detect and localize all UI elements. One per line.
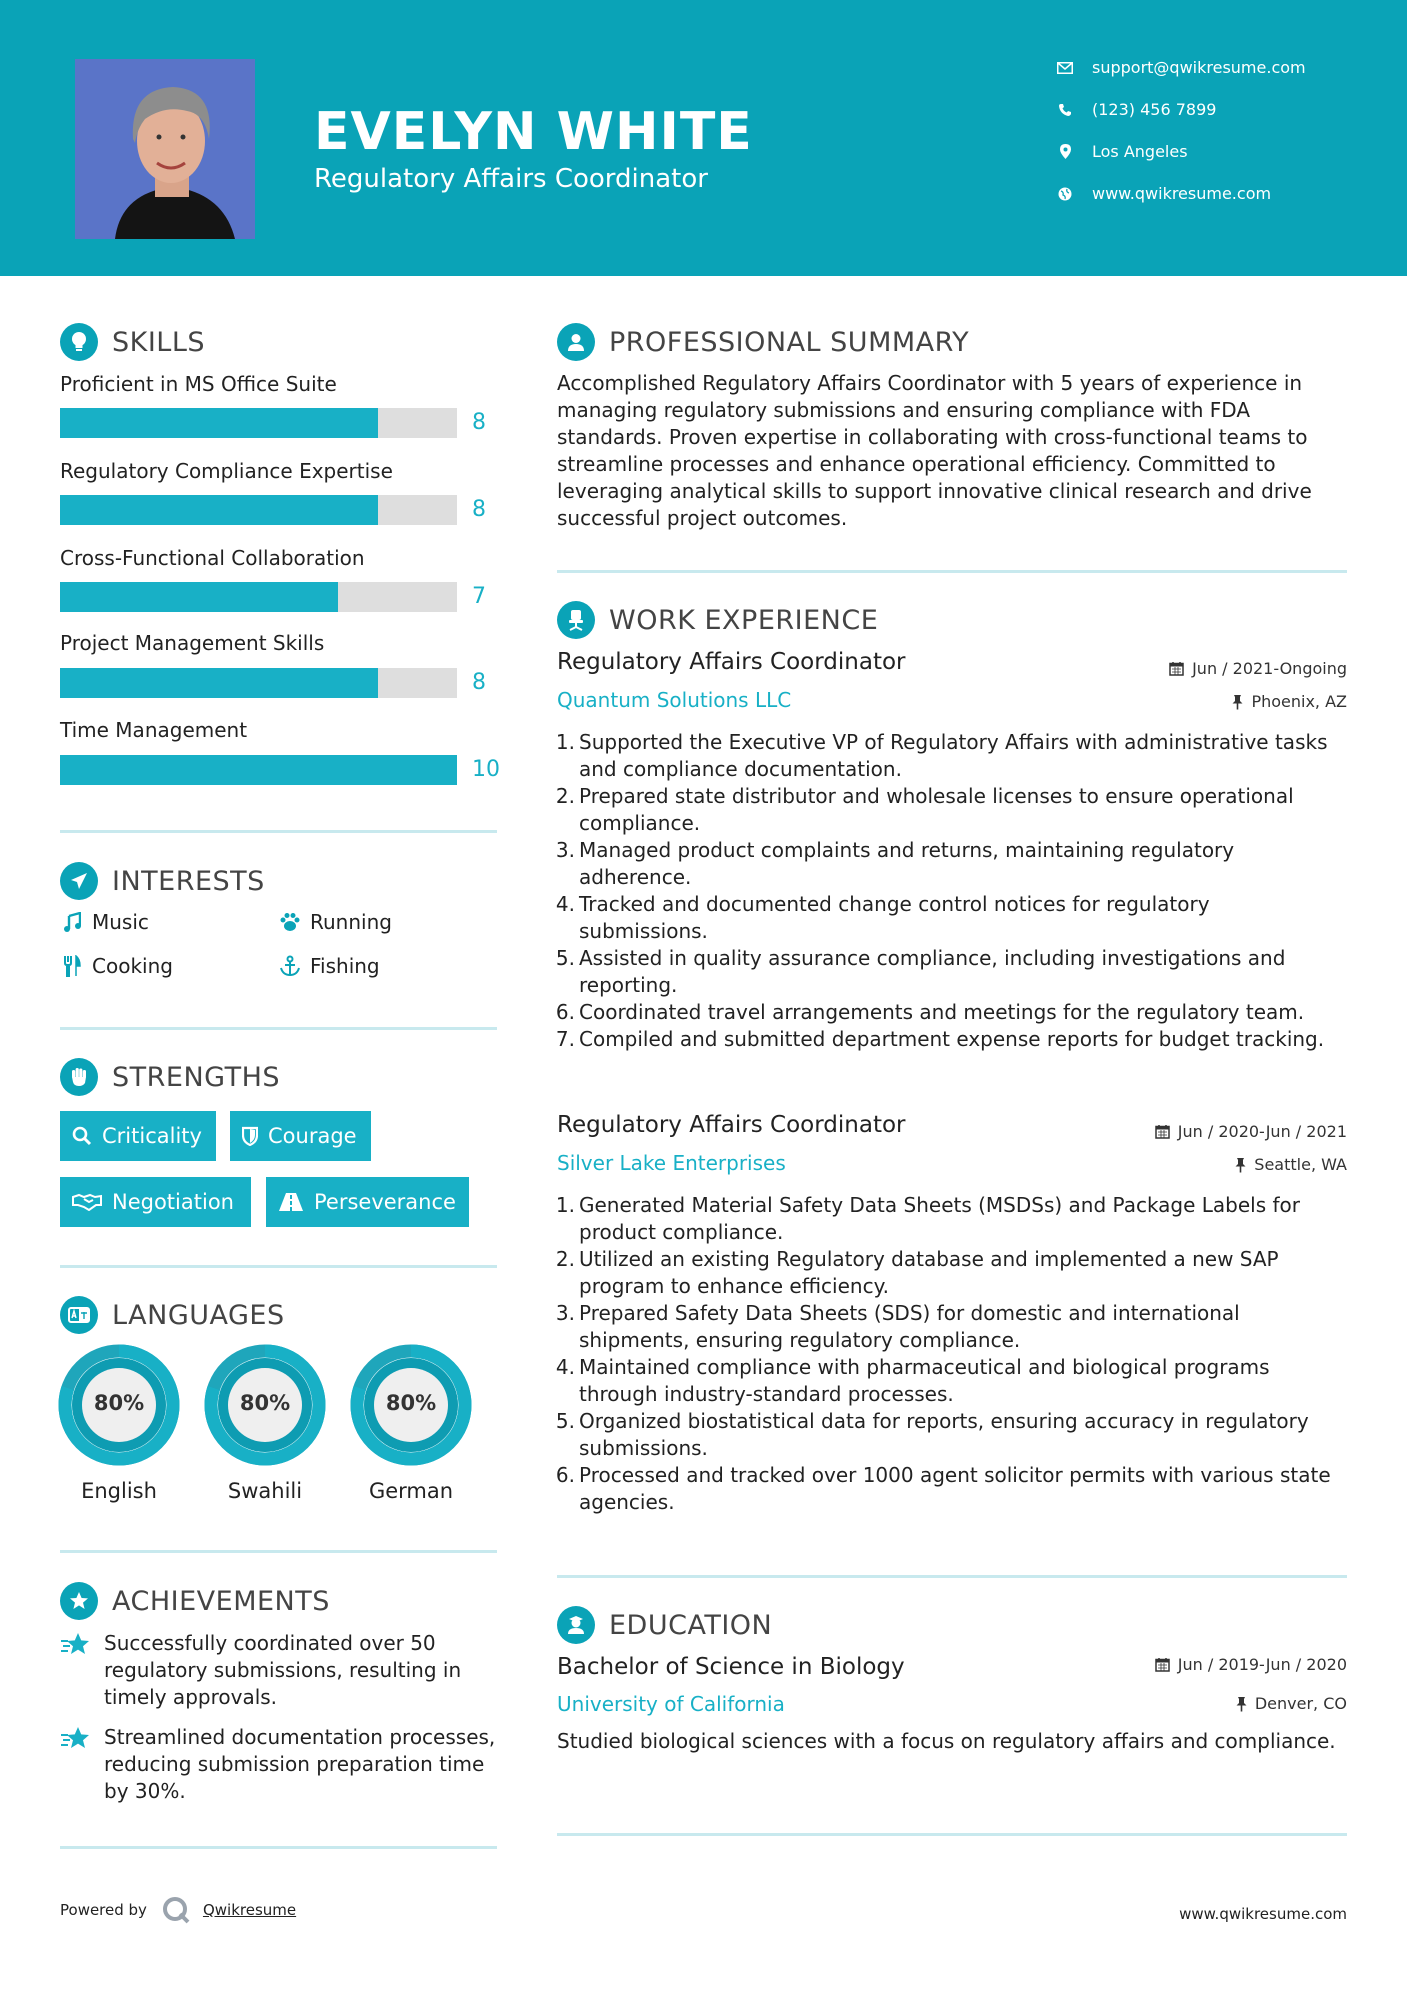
job-duties <box>553 729 1343 1053</box>
strength-badge <box>266 1177 469 1227</box>
duty-text: Processed and tracked over 1000 agent solicitor permits with various state agencies. <box>579 1463 1331 1514</box>
skill-bar <box>60 408 457 438</box>
list-item: 1. Supported the Executive VP of Regulatory Affairs with administrative tasks and compliance documentation. <box>553 729 1343 783</box>
strengths-heading <box>60 1058 280 1096</box>
pushpin-icon <box>1235 1157 1246 1173</box>
achievement-item <box>60 1724 500 1805</box>
handshake-icon <box>72 1193 102 1211</box>
skills-heading <box>60 323 205 361</box>
degree-title: Bachelor of Science in Biology <box>557 1654 905 1680</box>
skill-label: Proficient in MS Office Suite <box>60 372 337 396</box>
list-item: 3. Prepared Safety Data Sheets (SDS) for domestic and international shipments, ensuring regulatory compliance. <box>553 1300 1343 1354</box>
music-note-icon <box>60 912 84 932</box>
achievements-heading <box>60 1582 330 1620</box>
contact-location-text: Los Angeles <box>1092 142 1188 161</box>
calendar-icon <box>1155 1657 1170 1672</box>
shield-icon <box>242 1126 258 1146</box>
summary-text: Accomplished Regulatory Affairs Coordinator with 5 years of experience in managing regulatory submissions and ensuring compliance with FDA standards. Proven expertise in collaborating with cross-functional teams to streamline processes and enhance operational efficiency. Committed to leveraging analytical skills to support innovative clinical research and drive successful project outcomes. <box>557 371 1312 530</box>
qwikresume-logo-icon <box>161 1895 191 1925</box>
summary-title: PROFESSIONAL SUMMARY <box>609 326 970 358</box>
search-icon <box>72 1126 92 1146</box>
education-dates-text: Jun / 2019-Jun / 2020 <box>1177 1655 1347 1674</box>
contact-phone-text: (123) 456 7899 <box>1092 100 1217 119</box>
achievement-text: Successfully coordinated over 50 regulatory submissions, resulting in timely approvals. <box>104 1631 462 1709</box>
skill-bar-fill <box>60 495 378 525</box>
anchor-icon <box>278 955 302 977</box>
footer-powered-by <box>60 1895 296 1925</box>
strength-label: Courage <box>268 1124 357 1148</box>
contact-phone[interactable] <box>1050 100 1216 119</box>
language-gauge <box>350 1344 472 1466</box>
education-heading <box>557 1606 772 1644</box>
list-item: 4. Maintained compliance with pharmaceutical and biological programs through industry-standard processes. <box>553 1354 1343 1408</box>
duty-text: Coordinated travel arrangements and meetings for the regulatory team. <box>579 1000 1305 1024</box>
skill-value: 10 <box>472 757 500 782</box>
strength-label: Negotiation <box>112 1190 234 1214</box>
language-label: German <box>368 1479 454 1503</box>
summary-heading <box>557 323 969 361</box>
powered-by-label: Powered by <box>60 1901 147 1919</box>
job-duties <box>553 1192 1343 1516</box>
duty-text: Maintained compliance with pharmaceutical and biological programs through industry-standard processes. <box>579 1355 1270 1406</box>
utensils-icon <box>60 955 84 977</box>
job-dates <box>1169 659 1347 678</box>
skill-bar <box>60 495 457 525</box>
company-name: Silver Lake Enterprises <box>557 1151 786 1175</box>
language-percent: 80% <box>93 1391 145 1415</box>
globe-icon <box>1050 187 1080 201</box>
languages-heading <box>60 1296 285 1334</box>
section-divider <box>557 570 1347 573</box>
section-divider <box>60 1550 497 1553</box>
interest-label: Music <box>92 910 149 934</box>
skill-label: Project Management Skills <box>60 631 325 655</box>
education-description: Studied biological sciences with a focus on regulatory affairs and compliance. <box>557 1729 1336 1753</box>
skill-bar-fill <box>60 668 378 698</box>
interests-heading <box>60 862 265 900</box>
pushpin-icon <box>1232 694 1243 710</box>
star-icon <box>60 1724 94 1805</box>
star-badge-icon <box>60 1582 98 1620</box>
skill-bar <box>60 668 457 698</box>
contact-location <box>1050 142 1188 161</box>
list-item: 3. Managed product complaints and returns, maintaining regulatory adherence. <box>553 837 1343 891</box>
duty-text: Supported the Executive VP of Regulatory Affairs with administrative tasks and compliance documentation. <box>579 730 1328 781</box>
skill-label: Cross-Functional Collaboration <box>60 546 365 570</box>
user-icon <box>557 323 595 361</box>
resume-header <box>0 0 1407 276</box>
fist-icon <box>60 1058 98 1096</box>
pushpin-icon <box>1236 1696 1247 1712</box>
language-label: English <box>81 1479 157 1503</box>
candidate-title: Regulatory Affairs Coordinator <box>314 164 708 194</box>
office-chair-icon <box>557 601 595 639</box>
candidate-name: EVELYN WHITE <box>314 102 753 162</box>
list-item: 7. Compiled and submitted department expense reports for budget tracking. <box>555 1027 1325 1051</box>
strengths-title: STRENGTHS <box>112 1061 281 1093</box>
list-item: 4. Tracked and documented change control notices for regulatory submissions. <box>553 891 1343 945</box>
job-location-text: Phoenix, AZ <box>1251 692 1347 711</box>
education-dates <box>1155 1655 1347 1674</box>
calendar-icon <box>1155 1124 1170 1139</box>
list-item: 5. Organized biostatistical data for reports, ensuring accuracy in regulatory submissions. <box>553 1408 1343 1462</box>
strength-badge <box>60 1177 251 1227</box>
strength-badge <box>230 1111 371 1161</box>
education-location <box>1236 1694 1347 1713</box>
envelope-icon <box>1050 62 1080 74</box>
skills-title: SKILLS <box>112 326 206 358</box>
list-item: 2. Prepared state distributor and wholesale licenses to ensure operational compliance. <box>553 783 1343 837</box>
section-divider <box>60 830 497 833</box>
interest-item <box>60 954 173 978</box>
job-location <box>1232 692 1347 711</box>
languages-title: LANGUAGES <box>112 1299 285 1331</box>
job-dates-text: Jun / 2021-Ongoing <box>1192 659 1347 678</box>
education-location-text: Denver, CO <box>1254 1694 1347 1713</box>
achievements-title: ACHIEVEMENTS <box>112 1585 330 1617</box>
star-icon <box>60 1630 94 1711</box>
list-item: 5. Assisted in quality assurance compliance, including investigations and reporting. <box>553 945 1343 999</box>
skill-bar <box>60 755 457 785</box>
graduate-icon <box>557 1606 595 1644</box>
education-title: EDUCATION <box>609 1609 773 1641</box>
duty-text: Managed product complaints and returns, maintaining regulatory adherence. <box>579 838 1235 889</box>
duty-text: Prepared Safety Data Sheets (SDS) for domestic and international shipments, ensuring regulatory compliance. <box>579 1301 1240 1352</box>
interest-item <box>278 910 392 934</box>
interest-item <box>278 954 380 978</box>
interest-item <box>60 910 149 934</box>
road-icon <box>278 1192 304 1212</box>
contact-email-text: support@qwikresume.com <box>1092 58 1306 77</box>
skill-value: 7 <box>472 584 486 609</box>
calendar-icon <box>1169 661 1184 676</box>
location-pin-icon <box>1050 144 1080 159</box>
interests-title: INTERESTS <box>112 865 265 897</box>
language-gauge <box>58 1344 180 1466</box>
list-item: 6. Coordinated travel arrangements and meetings for the regulatory team. <box>555 1000 1305 1024</box>
interest-label: Cooking <box>92 954 173 978</box>
lightbulb-icon <box>60 323 98 361</box>
skill-value: 8 <box>472 497 486 522</box>
company-name: Quantum Solutions LLC <box>557 688 792 712</box>
duty-text: Utilized an existing Regulatory database and implemented a new SAP program to enhance efficiency. <box>579 1247 1279 1298</box>
section-divider <box>60 1846 497 1849</box>
job-location <box>1235 1155 1347 1174</box>
contact-email[interactable] <box>1050 58 1306 77</box>
strength-label: Criticality <box>102 1124 202 1148</box>
job-title: Regulatory Affairs Coordinator <box>557 649 906 675</box>
language-percent: 80% <box>239 1391 291 1415</box>
qwikresume-link[interactable]: Qwikresume <box>202 1901 297 1919</box>
profile-photo <box>75 59 255 239</box>
skill-label: Regulatory Compliance Expertise <box>60 459 393 483</box>
job-dates <box>1155 1122 1347 1141</box>
language-label: Swahili <box>227 1479 303 1503</box>
duty-text: Generated Material Safety Data Sheets (MSDSs) and Package Labels for product compliance. <box>579 1193 1301 1244</box>
contact-website-text: www.qwikresume.com <box>1092 184 1272 203</box>
language-percent: 80% <box>385 1391 437 1415</box>
skill-bar <box>60 582 457 612</box>
duty-text: Compiled and submitted department expense reports for budget tracking. <box>579 1027 1325 1051</box>
job-location-text: Seattle, WA <box>1254 1155 1347 1174</box>
duty-text: Organized biostatistical data for reports, ensuring accuracy in regulatory submissions. <box>579 1409 1309 1460</box>
paper-plane-icon <box>60 862 98 900</box>
experience-title: WORK EXPERIENCE <box>609 604 879 636</box>
skill-label: Time Management <box>60 718 248 742</box>
interest-label: Running <box>310 910 392 934</box>
duty-text: Prepared state distributor and wholesale licenses to ensure operational compliance. <box>579 784 1294 835</box>
contact-website[interactable] <box>1050 184 1271 203</box>
language-gauge <box>204 1344 326 1466</box>
school-name: University of California <box>557 1692 785 1716</box>
achievement-item <box>60 1630 500 1711</box>
footer-url[interactable]: www.qwikresume.com <box>1179 1905 1347 1923</box>
strength-label: Perseverance <box>314 1190 456 1214</box>
job-title: Regulatory Affairs Coordinator <box>557 1112 906 1138</box>
experience-heading <box>557 601 878 639</box>
duty-text: Tracked and documented change control notices for regulatory submissions. <box>579 892 1210 943</box>
skill-value: 8 <box>472 670 486 695</box>
interest-label: Fishing <box>310 954 380 978</box>
language-icon <box>60 1296 98 1334</box>
strength-badge <box>60 1111 216 1161</box>
phone-icon <box>1050 103 1080 117</box>
skill-bar-fill <box>60 408 378 438</box>
skill-value: 8 <box>472 410 486 435</box>
section-divider <box>60 1265 497 1268</box>
job-dates-text: Jun / 2020-Jun / 2021 <box>1177 1122 1347 1141</box>
skill-bar-fill <box>60 755 457 785</box>
skill-bar-fill <box>60 582 338 612</box>
duty-text: Assisted in quality assurance compliance, including investigations and reporting. <box>579 946 1286 997</box>
section-divider <box>557 1575 1347 1578</box>
list-item: 1. Generated Material Safety Data Sheets (MSDSs) and Package Labels for product compliance. <box>553 1192 1343 1246</box>
achievement-text: Streamlined documentation processes, reducing submission preparation time by 30%. <box>104 1725 496 1803</box>
section-divider <box>60 1027 497 1030</box>
section-divider <box>557 1833 1347 1836</box>
paw-icon <box>278 912 302 932</box>
list-item: 6. Processed and tracked over 1000 agent solicitor permits with various state agencies. <box>553 1462 1343 1516</box>
list-item: 2. Utilized an existing Regulatory database and implemented a new SAP program to enhance efficiency. <box>553 1246 1343 1300</box>
